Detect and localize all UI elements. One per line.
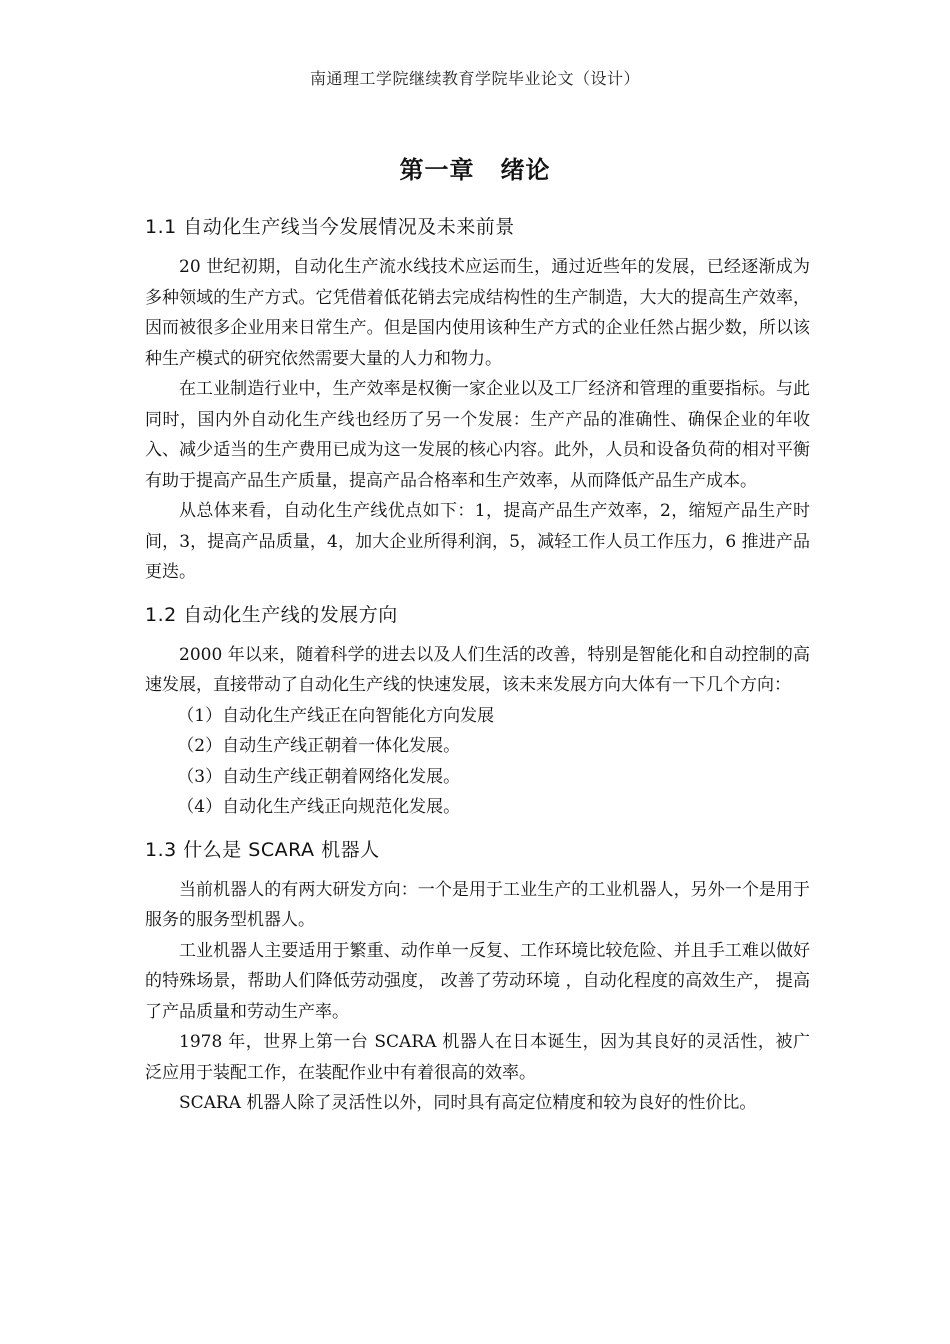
paragraph: 20 世纪初期，自动化生产流水线技术应运而生，通过近些年的发展，已经逐渐成为多种领域的生产方式。它凭借着低花销去完成结构性的生产制造，大大的提高生产效率，因而被很多企业用来日常生产。但是国内使用该种生产方式的企业任然占据少数，所以该种生产模式的研究依然需要大量的人力和物力。 <box>145 257 810 369</box>
paragraph: 2000 年以来，随着科学的进去以及人们生活的改善，特别是智能化和自动控制的高速发展，直接带动了自动化生产线的快速发展，该未来发展方向大体有一下几个方向： <box>145 644 810 695</box>
paragraph: 从总体来看，自动化生产线优点如下：1，提高产品生产效率，2，缩短产品生产时间，3，提高产品质量，4，加大企业所得利润，5，减轻工作人员工作压力，6 推进产品更迭。 <box>145 501 810 582</box>
list-item: （4）自动化生产线正向规范化发展。 <box>177 797 461 817</box>
section-heading-1-2: 1.2 自动化生产线的发展方向 <box>145 603 398 626</box>
running-header: 南通理工学院继续教育学院毕业论文（设计） <box>309 69 640 88</box>
chapter-number: 第一章 <box>399 156 475 184</box>
chapter-title <box>0 150 950 185</box>
list-item: （3）自动生产线正朝着网络化发展。 <box>177 766 461 787</box>
section-heading-1-3: 1.3 什么是 SCARA 机器人 <box>145 838 380 861</box>
list-item: （1）自动化生产线正在向智能化方向发展 <box>177 705 495 726</box>
chapter-name: 绪论 <box>500 156 551 184</box>
paragraph: 1978 年，世界上第一台 SCARA 机器人在日本诞生，因为其良好的灵活性，被广泛应用于装配工作，在装配作业中有着很高的效率。 <box>145 1032 810 1083</box>
paragraph: 在工业制造行业中，生产效率是权衡一家企业以及工厂经济和管理的重要指标。与此同时，国内外自动化生产线也经历了另一个发展：生产产品的准确性、确保企业的年收入、减少适当的生产费用已成为这一发展的核心内容。此外，人员和设备负荷的相对平衡有助于提高产品生产质量，提高产品合格率和生产效率，从而降低产品生产成本。 <box>145 379 810 491</box>
paragraph: SCARA 机器人除了灵活性以外，同时具有高定位精度和较为良好的性价比。 <box>179 1093 757 1113</box>
body-content <box>145 208 810 1119</box>
list-item: （2）自动生产线正朝着一体化发展。 <box>177 736 461 756</box>
paragraph: 当前机器人的有两大研发方向：一个是用于工业生产的工业机器人，另外一个是用于服务的服务型机器人。 <box>145 879 810 930</box>
section-heading-1-1: 1.1 自动化生产线当今发展情况及未来前景 <box>145 216 515 238</box>
paragraph: 工业机器人主要适用于繁重、动作单一反复、工作环境比较危险、并且手工难以做好的特殊场景，帮助人们降低劳动强度， 改善了劳动环境 ，自动化程度的高效生产， 提高了产品质量和劳动生产率。 <box>145 940 810 1022</box>
